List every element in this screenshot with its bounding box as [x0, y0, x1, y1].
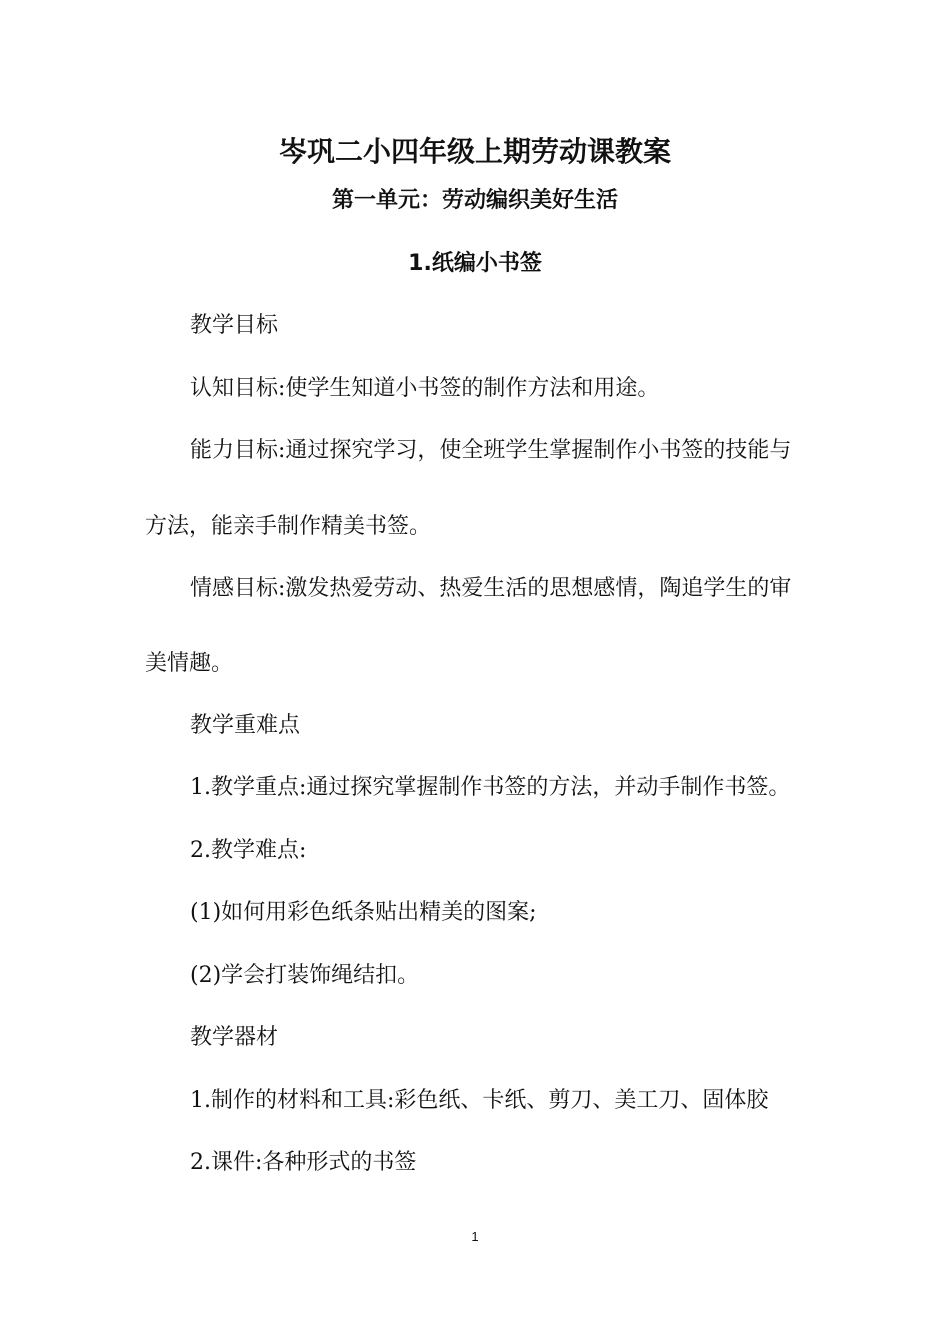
paragraph-cognitive-goal: 认知目标:使学生知道小书签的制作方法和用途。 [190, 376, 660, 401]
paragraph-emotional-goal-cont: 美情趣。 [145, 651, 234, 676]
paragraph-emotional-goal: 情感目标:激发热爱劳动、热爱生活的思想感情，陶追学生的审 [190, 576, 792, 601]
paragraph-difficulty-2: (2)学会打装饰绳结扣。 [190, 963, 420, 988]
paragraph-difficulty-1: (1)如何用彩色纸条贴出精美的图案; [190, 900, 537, 925]
paragraph-ability-goal-cont: 方法，能亲手制作精美书签。 [145, 514, 432, 539]
paragraph-courseware: 2.课件:各种形式的书签 [190, 1150, 417, 1175]
document-title: 岑巩二小四年级上期劳动课教案 [278, 135, 671, 168]
paragraph-materials-tools: 1.制作的材料和工具:彩色纸、卡纸、剪刀、美工刀、固体胶 [190, 1088, 769, 1113]
paragraph-key-point: 1.教学重点:通过探究掌握制作书签的方法，并动手制作书签。 [190, 775, 791, 800]
lesson-heading: 1.纸编小书签 [408, 251, 542, 276]
section-heading-key-points: 教学重难点 [190, 713, 301, 738]
section-heading-objectives: 教学目标 [190, 313, 279, 338]
unit-heading: 第一单元：劳动编织美好生活 [331, 188, 618, 213]
paragraph-difficulty: 2.教学难点: [190, 838, 307, 863]
section-heading-materials: 教学器材 [190, 1025, 279, 1050]
paragraph-ability-goal: 能力目标:通过探究学习，使全班学生掌握制作小书签的技能与 [190, 438, 792, 463]
page-number: 1 [471, 1229, 479, 1244]
